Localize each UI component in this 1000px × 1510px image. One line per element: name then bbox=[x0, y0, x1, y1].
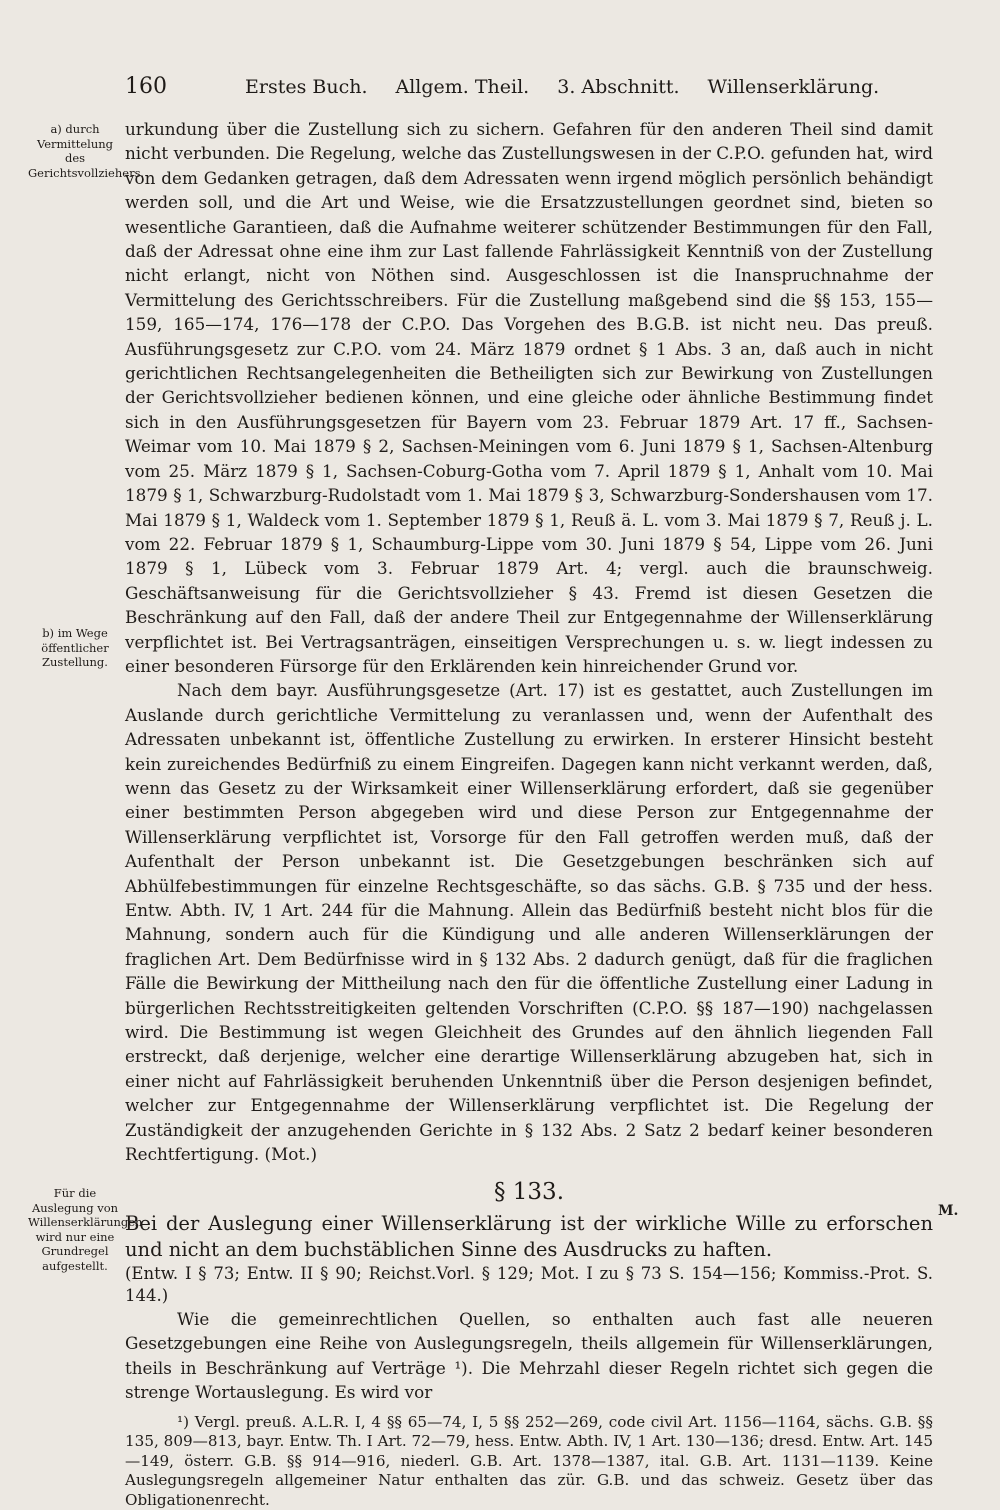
paragraph-3: Wie die gemeinrechtlichen Quellen, so enthalten auch fast alle neueren Gesetzgebungen eine Reihe von Auslegungsregeln, theils allgemein für Willenserklärungen, theils in Beschränkung auf Verträge ¹). Die Mehrzahl dieser Regeln richtet sich gegen die strenge Wortauslegung. Es wird vor bbox=[125, 1307, 933, 1405]
footnote bbox=[125, 1413, 933, 1510]
footnote-text: ¹) Vergl. preuß. A.L.R. I, 4 §§ 65—74, I, 5 §§ 252—269, code civil Art. 1156—1164, sächs. G.B. §§ 135, 809—813, bayr. Entw. Th. I Art. 72—79, hess. Entw. Abth. IV, 1 Art. 130—136; dresd. Entw. Art. 145—149, österr. G.B. §§ 914—916, niederl. G.B. Art. 1378—1387, ital. G.B. Art. 1131—1139. Keine Auslegungsregeln allgemeiner Natur enthalten das zür. G.B. und das schweiz. Gesetz über das Obligationenrecht. bbox=[125, 1413, 933, 1510]
header-part: Allgem. Theil. bbox=[396, 76, 530, 98]
running-header bbox=[125, 74, 930, 99]
header-book: Erstes Buch. bbox=[245, 76, 368, 98]
margin-mark: M. bbox=[938, 1203, 958, 1219]
page-number: 160 bbox=[125, 74, 167, 99]
section-rule-text: Bei der Auslegung einer Willenserklärung ist der wirkliche Wille zu erforschen und nicht an dem buchstäblichen Sinne des Ausdrucks zu haften. bbox=[125, 1211, 933, 1263]
main-text bbox=[125, 117, 933, 1510]
header-topic: Willenserklärung. bbox=[708, 76, 880, 98]
marginal-note-c: Für die Auslegung von Willenserklärungen wird nur eine Grundregel aufgestellt. bbox=[28, 1186, 122, 1273]
marginal-note-a: a) durch Vermittelung des Gerichtsvollziehers. bbox=[28, 122, 122, 180]
header-section: 3. Abschnitt. bbox=[557, 76, 679, 98]
paragraph-1: urkundung über die Zustellung sich zu sichern. Gefahren für den anderen Theil sind damit nicht verbunden. Die Regelung, welche das Zustellungswesen in der C.P.O. gefunden hat, wird von dem Gedanken getragen, daß dem Adressaten wenn irgend möglich persönlich behändigt werden soll, und die Art und Weise, wie die Ersatzzustellungen geordnet sind, bieten so wesentliche Garantieen, daß die Aufnahme weiterer schützender Bestimmungen für den Fall, daß der Adressat ohne eine ihm zur Last fallende Fahrlässigkeit Kenntniß von der Zustellung nicht erlangt, nicht von Nöthen sind. Ausgeschlossen ist die Inanspruchnahme der Vermittelung des Gerichtsschreibers. Für die Zustellung maßgebend sind die §§ 153, 155—159, 165—174, 176—178 der C.P.O. Das Vorgehen des B.G.B. ist nicht neu. Das preuß. Ausführungsgesetz zur C.P.O. vom 24. März 1879 ordnet § 1 Abs. 3 an, daß auch in nicht gerichtlichen Rechtsangelegenheiten die Betheiligten sich zur Bewirkung von Zustellungen der Gerichtsvollzieher bedienen können, und eine gleiche oder ähnliche Bestimmung findet sich in den Ausführungsgesetzen für Bayern vom 23. Februar 1879 Art. 17 ff., Sachsen-Weimar vom 10. Mai 1879 § 2, Sachsen-Meiningen vom 6. Juni 1879 § 1, Sachsen-Altenburg vom 25. März 1879 § 1, Sachsen-Coburg-Gotha vom 7. April 1879 § 1, Anhalt vom 10. Mai 1879 § 1, Schwarzburg-Rudolstadt vom 1. Mai 1879 § 3, Schwarzburg-Sondershausen vom 17. Mai 1879 § 1, Waldeck vom 1. September 1879 § 1, Reuß ä. L. vom 3. Mai 1879 § 7, Reuß j. L. vom 22. Februar 1879 § 1, Schaumburg-Lippe vom 30. Juni 1879 § 54, Lippe vom 26. Juni 1879 § 1, Lübeck vom 3. Februar 1879 Art. 4; vergl. auch die braunschweig. Geschäftsanweisung für die Gerichtsvollzieher § 43. Fremd ist diesen Gesetzen die Beschränkung auf den Fall, daß der andere Theil zur Entgegennahme der Willenserklärung verpflichtet ist. Bei Vertragsanträgen, einseitigen Versprechungen u. s. w. liegt indessen zu einer besonderen Fürsorge für den Erklärenden kein hinreichender Grund vor. bbox=[125, 117, 933, 678]
section-references: (Entw. I § 73; Entw. II § 90; Reichst.Vorl. § 129; Mot. I zu § 73 S. 154—156; Kommiss.-Prot. S. 144.) bbox=[125, 1263, 933, 1307]
paragraph-2: Nach dem bayr. Ausführungsgesetze (Art. 17) ist es gestattet, auch Zustellungen im Auslande durch gerichtliche Vermittelung zu veranlassen und, wenn der Aufenthalt des Adressaten unbekannt ist, öffentliche Zustellung zu erwirken. In ersterer Hinsicht besteht kein zureichendes Bedürfniß zu einem Eingreifen. Dagegen kann nicht verkannt werden, daß, wenn das Gesetz zu der Wirksamkeit einer Willenserklärung erfordert, daß sie gegenüber einer bestimmten Person abgegeben wird und diese Person zur Entgegennahme der Willenserklärung verpflichtet ist, Vorsorge für den Fall getroffen werden muß, daß der Aufenthalt der Person unbekannt ist. Die Gesetzgebungen beschränken sich auf Abhülfebestimmungen für einzelne Rechtsgeschäfte, so das sächs. G.B. § 735 und der hess. Entw. Abth. IV, 1 Art. 244 für die Mahnung. Allein das Bedürfniß besteht nicht blos für die Mahnung, sondern auch für die Kündigung und alle anderen Willenserklärungen der fraglichen Art. Dem Bedürfnisse wird in § 132 Abs. 2 dadurch genügt, daß für die fraglichen Fälle die Bewirkung der Mittheilung nach den für die öffentliche Zustellung einer Ladung in bürgerlichen Rechtsstreitigkeiten geltenden Vorschriften (C.P.O. §§ 187—190) nachgelassen wird. Die Bestimmung ist wegen Gleichheit des Grundes auf den ähnlich liegenden Fall erstreckt, daß derjenige, welcher eine derartige Willenserklärung abzugeben hat, sich in einer nicht auf Fahrlässigkeit beruhenden Unkenntniß über die Person desjenigen befindet, welcher zur Entgegennahme der Willenserklärung verpflichtet ist. Die Regelung der Zuständigkeit der anzugehenden Gerichte in § 132 Abs. 2 Satz 2 bedarf keiner besonderen Rechtfertigung. (Mot.) bbox=[125, 678, 933, 1166]
marginal-note-b: b) im Wege öffentlicher Zustellung. bbox=[28, 626, 122, 670]
section-heading: § 133. bbox=[125, 1180, 933, 1204]
